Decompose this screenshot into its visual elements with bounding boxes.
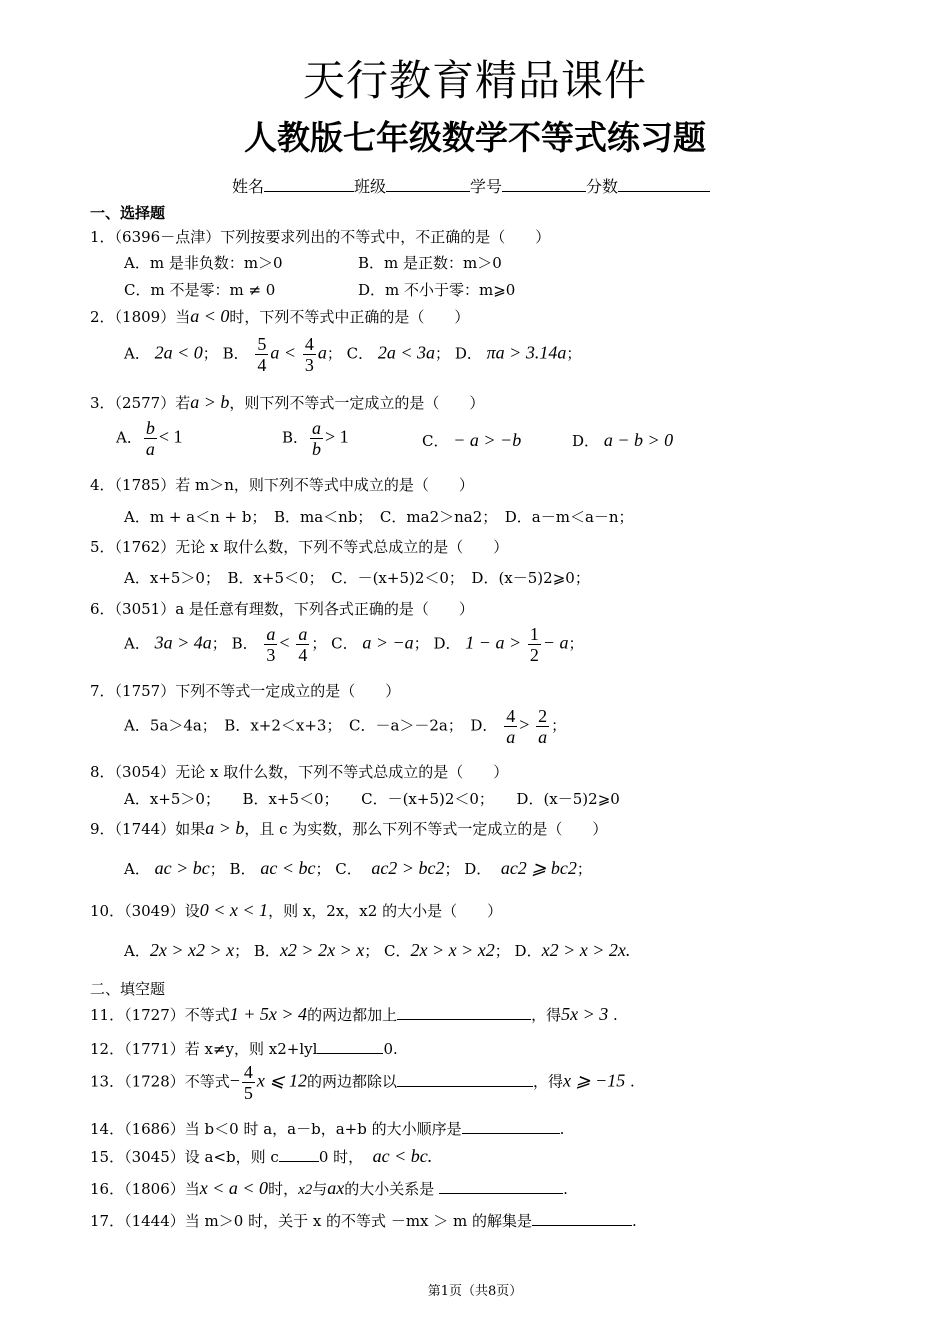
denominator: b — [312, 439, 322, 459]
q10-sep: ； — [234, 942, 250, 960]
denominator: 5 — [243, 1083, 253, 1103]
q6-a-label: A． — [124, 634, 150, 653]
q1-option-b: B．m 是正数：m＞0 — [358, 254, 502, 272]
q2-c-expr: 2a < 3a — [377, 342, 436, 363]
q6-d-frac — [528, 624, 541, 665]
id-blank[interactable] — [502, 177, 586, 192]
q13-prefix: 13．（1728）不等式 — [90, 1072, 230, 1091]
q10-c-expr: 2x > x > x2 — [410, 940, 495, 960]
q15-mid: 0 时， — [318, 1148, 364, 1166]
denominator: 4 — [298, 645, 308, 665]
q5-options: A．x+5＞0； B．x+5＜0； C．－(x+5)2＜0； D．(x－5)2⩾0； — [124, 569, 590, 587]
q6-b-mid: < — [279, 632, 290, 653]
q10-a-expr: 2x > x2 > x — [149, 940, 235, 960]
q3-c-label: C． — [422, 432, 449, 450]
q2-sep: ； — [566, 344, 582, 363]
q9-d-label: D． — [464, 860, 492, 878]
q14-text: 14．（1686）当 b＜0 时 a，a－b，a+b 的大小顺序是 — [90, 1120, 462, 1138]
q2-options — [124, 334, 581, 375]
q12 — [90, 1038, 398, 1059]
student-info-fields — [232, 174, 710, 197]
q1-option-c: C．m 不是零：m ≠ 0 — [124, 281, 276, 299]
q9-options — [124, 858, 592, 879]
q3-b-frac — [310, 418, 323, 459]
q6-b-frac2 — [296, 624, 309, 665]
q10-sep: ； — [364, 942, 380, 960]
q8-options: A．x+5＞0； B．x+5＜0； C．－(x+5)2＜0； D．(x－5)2⩾0 — [124, 790, 620, 808]
q17-answer-blank[interactable] — [532, 1211, 632, 1226]
q9-suffix: ，且 c 为实数，那么下列不等式一定成立的是（ ） — [244, 820, 608, 838]
q6-options — [124, 624, 584, 665]
q10-c-label: C． — [384, 942, 411, 960]
q12-text: 12．（1771）若 x≠y，则 x2+lyl — [90, 1040, 318, 1058]
q10-d-expr: x2 > x > 2x. — [541, 940, 631, 960]
q10-suffix: ，则 x，2x，x2 的大小是（ ） — [268, 902, 503, 920]
q15-expr: ac < bc. — [372, 1146, 433, 1166]
numerator: a — [298, 624, 308, 644]
q16-mid2: 与 — [312, 1180, 328, 1198]
denominator: 4 — [257, 355, 267, 375]
q10-sep: ； — [494, 942, 510, 960]
q7-options — [124, 706, 566, 747]
q10-a-label: A． — [124, 942, 150, 960]
q6-sep: ； — [311, 634, 327, 653]
q10-prefix: 10．（3049）设 — [90, 902, 200, 920]
q16 — [90, 1178, 568, 1199]
q11-end: . — [613, 1006, 618, 1024]
q17 — [90, 1210, 637, 1231]
q6-b-label: B． — [231, 634, 258, 653]
q6-c-label: C． — [331, 634, 358, 653]
q15-text: 15．（3045）设 a<b，则 c — [90, 1148, 279, 1166]
page-footer: 第1页（共8页） — [427, 1284, 523, 1299]
numerator: 4 — [243, 1062, 253, 1082]
denominator: 2 — [529, 645, 539, 665]
numerator: 4 — [304, 334, 314, 354]
numerator: a — [312, 418, 322, 438]
q2-b-mid: a < — [270, 342, 297, 363]
q14-answer-blank[interactable] — [462, 1119, 560, 1134]
q9-c-expr: ac2 > bc2 — [371, 858, 445, 878]
q3-prefix: 3．（2577）若 — [90, 394, 191, 412]
numerator: a — [266, 624, 276, 644]
q11-after: ，得 — [531, 1006, 562, 1024]
numerator: 2 — [538, 706, 548, 726]
q6-sep: ； — [568, 634, 584, 653]
q9-a-label: A． — [124, 860, 150, 878]
q13-after: ，得 — [533, 1072, 564, 1091]
q11-expr1: 1 + 5x > 4 — [229, 1004, 308, 1024]
q2-sep: ； — [326, 344, 342, 363]
q10-condition: 0 < x < 1 — [199, 900, 269, 920]
q14 — [90, 1118, 564, 1139]
q6-stem: 6．（3051）a 是任意有理数，下列各式正确的是（ ） — [90, 600, 474, 618]
q9-a-expr: ac > bc — [154, 858, 210, 878]
q13-mid: 的两边都除以 — [307, 1072, 398, 1091]
q3-option-d — [572, 430, 673, 451]
q7-d-frac2 — [536, 706, 549, 747]
numerator: 4 — [506, 706, 516, 726]
q2-d-expr: πa > 3.14a — [486, 342, 567, 363]
q16-answer-blank[interactable] — [439, 1179, 563, 1194]
q2-sep: ； — [202, 344, 218, 363]
q1-stem: 1．（6396－点津）下列按要求列出的不等式中，不正确的是（ ） — [90, 228, 551, 246]
q11-prefix: 11．（1727）不等式 — [90, 1006, 230, 1024]
q2-condition: a < 0 — [190, 306, 230, 326]
q10-stem — [90, 900, 502, 921]
q13 — [90, 1062, 635, 1103]
q9-stem — [90, 818, 607, 839]
q10-b-label: B． — [253, 942, 280, 960]
q2-b-label: B． — [222, 344, 249, 363]
section-fill-heading: 二、填空题 — [90, 980, 166, 998]
q7-stem: 7．（1757）下列不等式一定成立的是（ ） — [90, 682, 401, 700]
q16-mid: 时， — [268, 1180, 299, 1198]
q16-ax: ax — [327, 1178, 345, 1198]
denominator: a — [145, 439, 155, 459]
q16-end: . — [563, 1180, 568, 1198]
q11-mid: 的两边都加上 — [307, 1006, 398, 1024]
q10-options — [124, 940, 630, 961]
q2-a-label: A． — [124, 344, 150, 363]
q2-prefix: 2．（1809）当 — [90, 308, 191, 326]
q11-expr2: 5x > 3 — [561, 1004, 609, 1024]
q9-b-expr: ac < bc — [260, 858, 316, 878]
q9-condition: a > b — [205, 818, 245, 838]
q11 — [90, 1004, 618, 1025]
q3-a-tail: < 1 — [158, 426, 183, 447]
q3-stem — [90, 392, 484, 413]
q13-expr1: x ⩽ 12 — [256, 1070, 307, 1091]
q6-c-expr: a > −a — [362, 632, 414, 653]
q6-sep: ； — [211, 634, 227, 653]
q10-b-expr: x2 > 2x > x — [279, 940, 365, 960]
score-label: 分数 — [586, 177, 619, 196]
q17-text: 17．（1444）当 m＞0 时，关于 x 的不等式 －mx ＞ m 的解集是 — [90, 1212, 533, 1230]
q2-c-label: C． — [346, 344, 374, 363]
q6-sep: ； — [413, 634, 429, 653]
q2-b-tail: a — [317, 342, 327, 363]
q7-sep: ； — [551, 716, 567, 735]
q13-frac — [242, 1062, 255, 1103]
worksheet-title: 人教版七年级数学不等式练习题 — [244, 118, 706, 157]
q3-b-label: B． — [282, 428, 309, 447]
q3-option-b — [282, 418, 349, 459]
q2-sep: ； — [435, 344, 451, 363]
denominator: a — [506, 727, 516, 747]
q3-option-a — [116, 418, 183, 459]
q16-prefix: 16．（1806）当 — [90, 1180, 200, 1198]
name-label: 姓名 — [232, 177, 265, 196]
q3-b-tail: > 1 — [325, 426, 349, 447]
q10-d-label: D． — [514, 942, 542, 960]
q13-answer-blank[interactable] — [397, 1072, 533, 1087]
q7-d-mid: > — [519, 714, 530, 735]
q2-a-expr: 2a < 0 — [154, 342, 203, 363]
class-label: 班级 — [354, 177, 387, 196]
brand-title: 天行教育精品课件 — [302, 56, 647, 105]
q3-option-c — [422, 430, 521, 451]
q15-answer-blank[interactable] — [279, 1147, 319, 1162]
q9-sep: ； — [444, 860, 460, 878]
numerator: 5 — [257, 334, 267, 354]
section-choice-heading: 一、选择题 — [90, 204, 166, 222]
q11-answer-blank[interactable] — [397, 1005, 531, 1020]
id-label: 学号 — [470, 177, 503, 196]
q8-stem: 8．（3054）无论 x 取什么数，下列不等式总成立的是（ ） — [90, 763, 509, 781]
q3-c-expr: − a > −b — [453, 430, 522, 450]
q7-d-frac1 — [504, 706, 517, 747]
q6-d-label: D． — [433, 634, 461, 653]
denominator: 3 — [304, 355, 314, 375]
q6-a-expr: 3a > 4a — [154, 632, 212, 653]
q9-b-label: B． — [229, 860, 256, 878]
q9-sep: ； — [576, 860, 592, 878]
q9-d-expr: ac2 ⩾ bc2 — [500, 858, 577, 878]
q13-expr2: x ⩾ −15 — [563, 1070, 626, 1091]
denominator: a — [538, 727, 548, 747]
q14-end: . — [559, 1120, 565, 1138]
q17-end: . — [632, 1212, 637, 1230]
q9-sep: ； — [315, 860, 331, 878]
q5-stem: 5．（1762）无论 x 取什么数，下列不等式总成立的是（ ） — [90, 538, 509, 556]
q16-after: 的大小关系是 — [344, 1180, 435, 1198]
q2-suffix: 时，下列不等式中正确的是（ ） — [229, 308, 470, 326]
q3-suffix: ，则下列不等式一定成立的是（ ） — [229, 394, 485, 412]
q12-end: 0. — [383, 1040, 398, 1058]
class-blank[interactable] — [386, 177, 470, 192]
q13-neg: − — [229, 1070, 240, 1091]
q2-b-frac1 — [255, 334, 268, 375]
q6-d-pre: 1 − a > — [465, 632, 522, 653]
q6-b-frac1 — [264, 624, 277, 665]
q3-d-label: D． — [572, 432, 600, 450]
q3-condition: a > b — [190, 392, 230, 412]
denominator: 3 — [266, 645, 276, 665]
numerator: 1 — [529, 624, 539, 644]
numerator: b — [145, 418, 155, 438]
q1-option-a: A．m 是非负数：m＞0 — [124, 254, 283, 272]
q4-stem: 4．（1785）若 m＞n，则下列不等式中成立的是（ ） — [90, 476, 474, 494]
q12-answer-blank[interactable] — [317, 1039, 383, 1054]
q3-d-expr: a − b > 0 — [603, 430, 674, 450]
q15 — [90, 1146, 432, 1167]
q1-option-d: D．m 不小于零：m⩾0 — [358, 281, 516, 299]
score-blank[interactable] — [618, 177, 710, 192]
q7-options-text: A．5a＞4a； B．x+2＜x+3； C．－a＞－2a； D． — [124, 716, 498, 735]
q9-sep: ； — [209, 860, 225, 878]
q2-stem — [90, 306, 469, 327]
q3-a-frac — [144, 418, 157, 459]
q2-b-frac2 — [303, 334, 316, 375]
q16-x2: x2 — [298, 1182, 313, 1198]
q9-c-label: C． — [335, 860, 362, 878]
q3-a-label: A． — [116, 428, 142, 447]
q13-end: . — [630, 1072, 635, 1091]
q2-d-label: D． — [454, 344, 482, 363]
q6-d-tail: − a — [542, 632, 569, 653]
name-blank[interactable] — [264, 177, 354, 192]
q16-condition: x < a < 0 — [199, 1178, 269, 1198]
q9-prefix: 9．（1744）如果 — [90, 820, 206, 838]
q4-options: A．m + a＜n + b； B．ma＜nb； C．ma2＞na2； D．a－m＜a－n； — [124, 508, 634, 526]
